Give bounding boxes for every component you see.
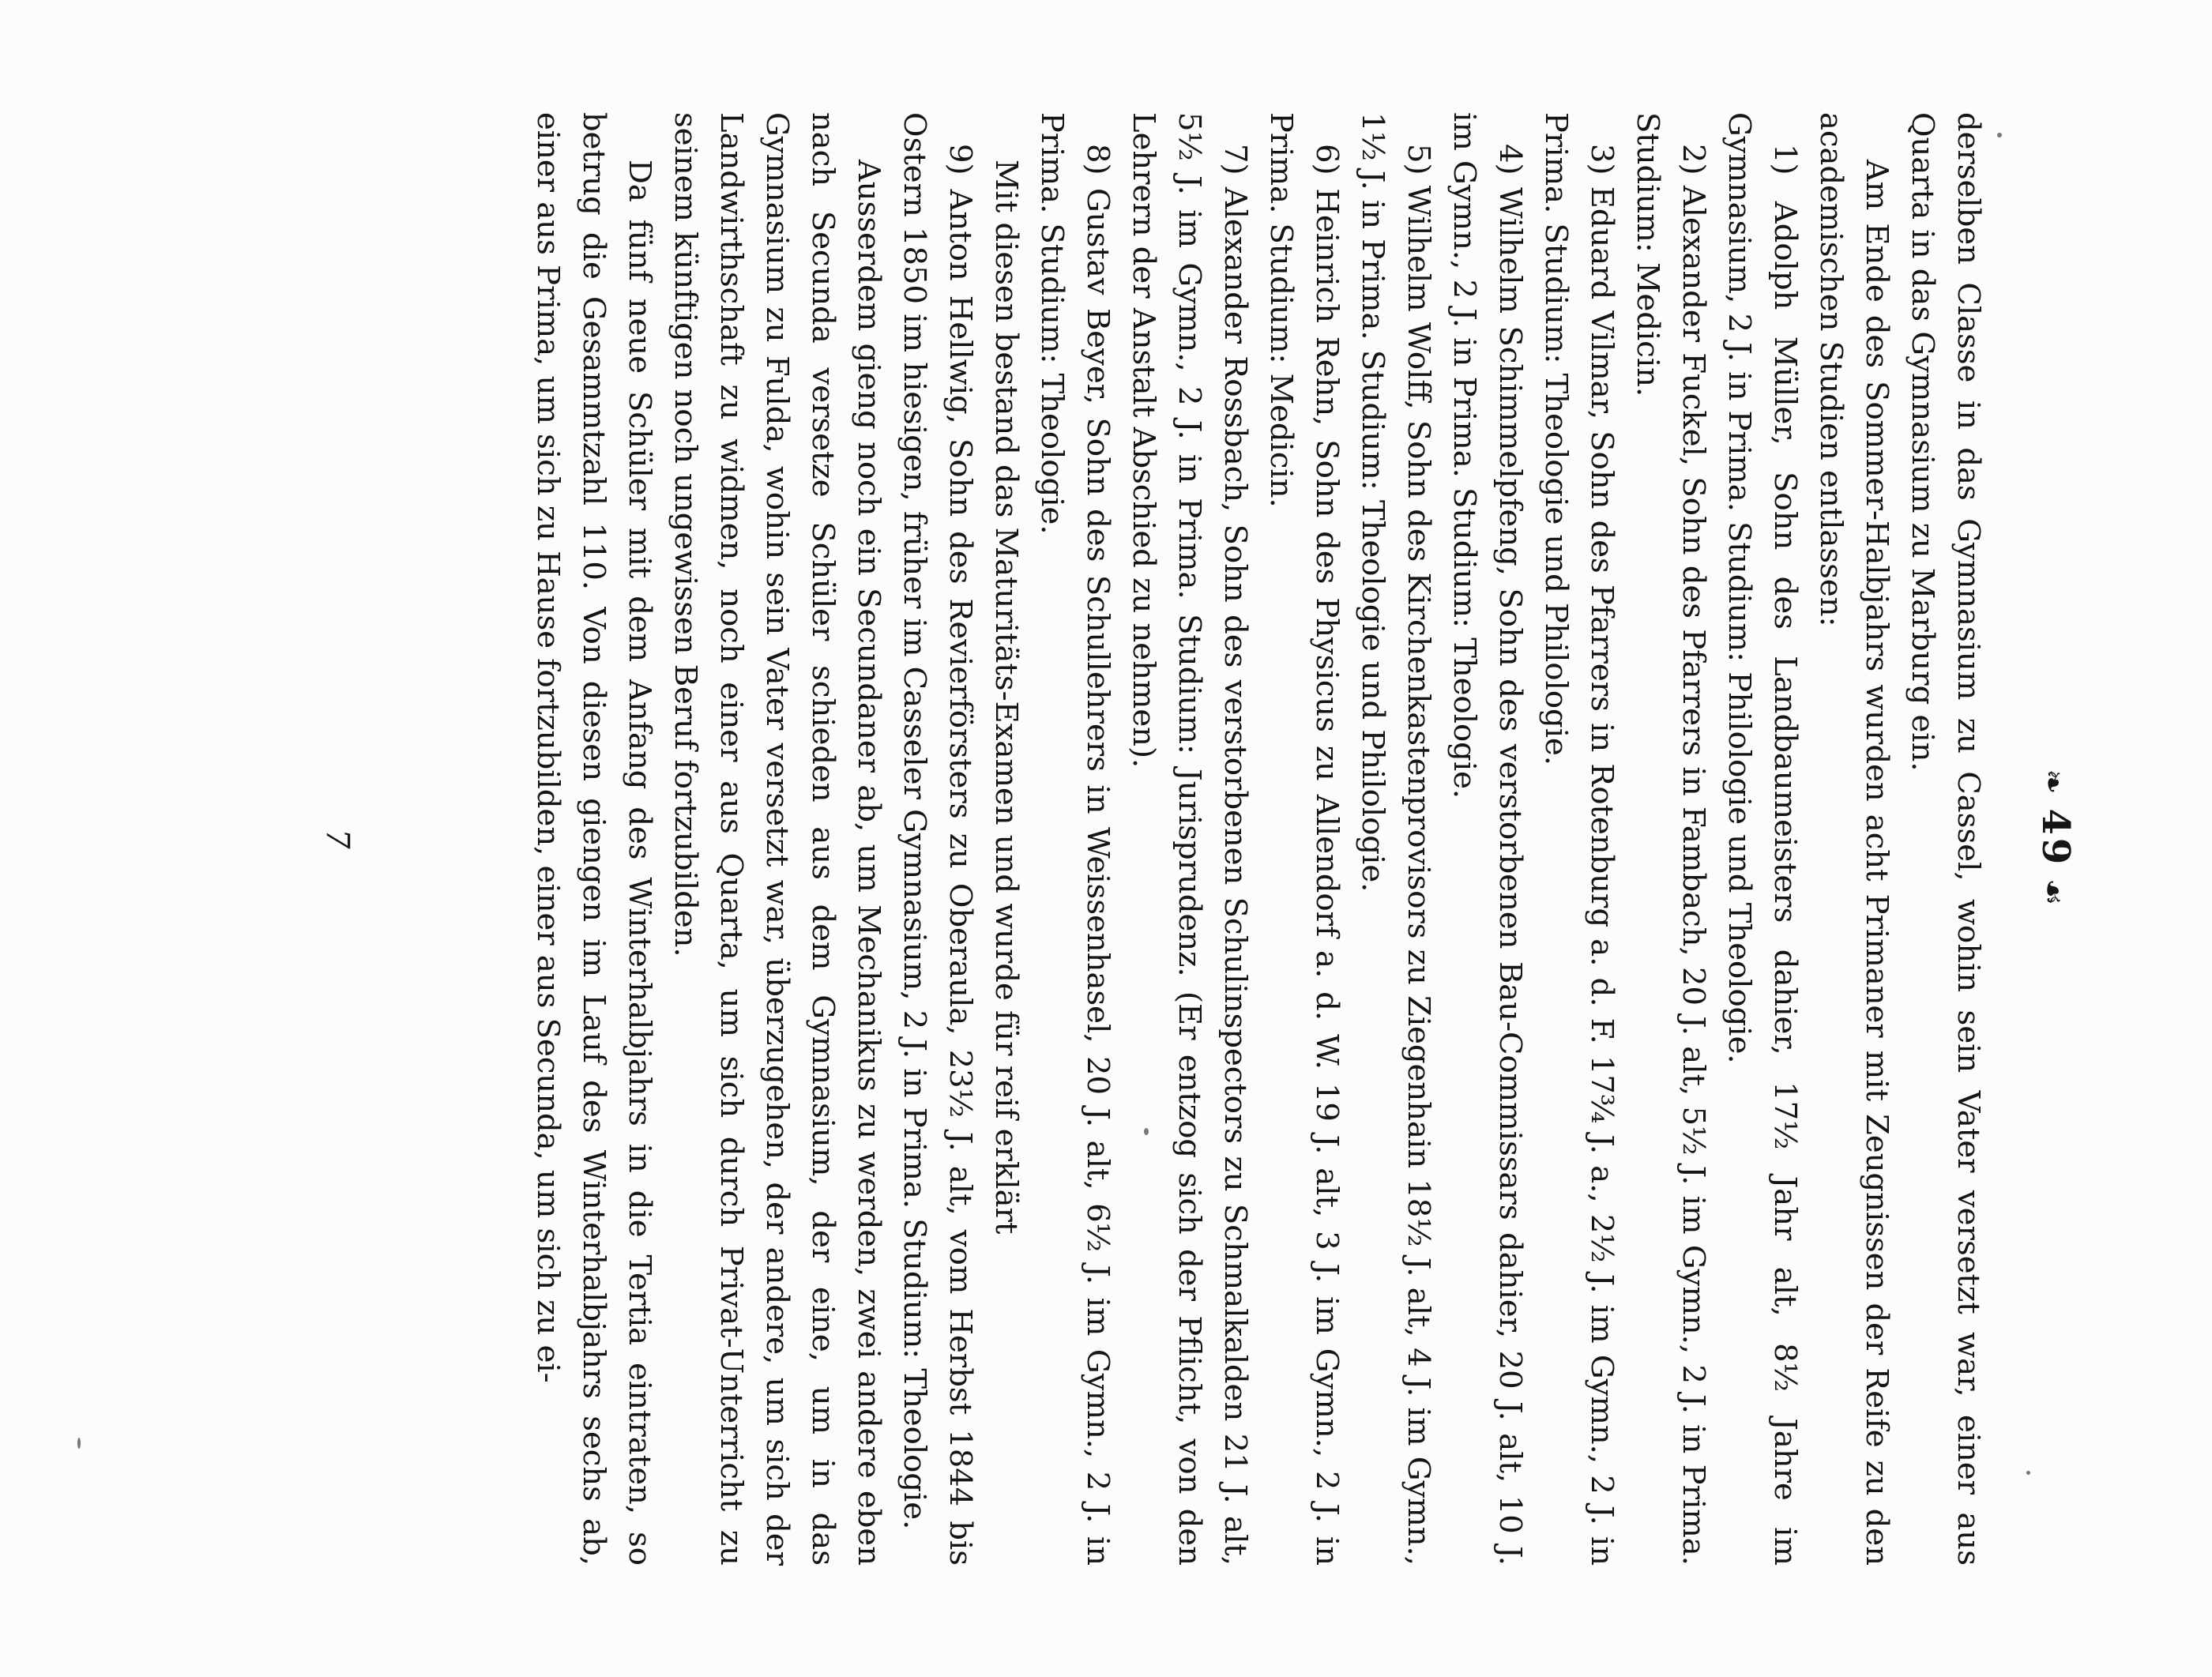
graduate-entry: 8) Gustav Beyer, Sohn des Schullehrers in Weissenhasel, 20 J. alt, 6½ J. im Gymn., 2 J. in Prima. Studium: Theologie. <box>1034 112 1115 1566</box>
graduate-entry: 4) Wilhelm Schimmelpfeng, Sohn des verstorbenen Bau-Commissars dahier, 20 J. alt, 10 J. im Gymn., 2 J. in Prima. Studium: Theologie. <box>1446 112 1528 1566</box>
graduate-entry: 3) Eduard Vilmar, Sohn des Pfarrers in Rotenburg a. d. F. 17¾ J. a., 2½ J. im Gymn., 2 J. in Prima. Studium: Theologie und Philologie. <box>1538 112 1620 1566</box>
page-header <box>2033 65 2078 1613</box>
graduate-entry: 1) Adolph Müller, Sohn des Landbaumeisters dahier, 17½ Jahr alt, 8½ Jahre im Gymnasium, 2 J. in Prima. Studium: Philologie und Theologie. <box>1721 112 1803 1566</box>
left-ornament-icon: ❧ <box>2036 769 2071 798</box>
graduate-entry: 5) Wilhelm Wolff, Sohn des Kirchenkastenprovisors zu Ziegenhain 18½ J. alt, 4 J. im Gymn., 1½ J. in Prima. Studium: Theologie und Philologie. <box>1355 112 1436 1566</box>
graduate-entry: 9) Anton Hellwig, Sohn des Revierförsters zu Oberaula, 23½ J. alt, vom Herbst 1844 bis Ostern 1850 im hiesigen, früher im Casseler Gymnasium, 2 J. in Prima. Studium: Theologie. <box>897 112 978 1566</box>
paragraph: Ausserdem gieng noch ein Secundaner ab, um Mechanikus zu werden, zwei andere eben nach Secunda versetze Schüler schieden aus dem Gymnasium, der eine, um in das Gymnasium zu Fulda, wohin sein Vater versetzt war, überzugehen, der andere, um sich der Landwirthschaft zu widmen, noch einer aus Quarta, um sich durch Privat-Unterricht zu seinem künftigen noch ungewissen Beruf fortzubilden. <box>668 112 886 1566</box>
dust-speck <box>77 1438 81 1449</box>
right-ornament-icon: ☙ <box>2036 878 2071 909</box>
paragraph: Da fünf neue Schüler mit dem Anfang des Winterhalbjahrs in die Tertia eintraten, so betrug die Gesammtzahl 110. Von diesen giengen im Lauf des Winterhalbjahrs sechs ab, einer aus Prima, um sich zu Hause fortzubilden, einer aus Secunda, um sich zu ei- <box>530 112 657 1566</box>
rotated-document-page <box>158 65 2094 1613</box>
page-number: 49 <box>2033 808 2078 868</box>
paragraph: Am Ende des Sommer-Halbjahrs wurden acht Primaner mit Zeugnissen der Reife zu den academischen Studien entlassen: <box>1813 112 1894 1566</box>
paragraph: derselben Classe in das Gymnasium zu Cassel, wohin sein Vater versetzt war, einer aus Quarta in das Gymnasium zu Marburg ein. <box>1905 112 1986 1566</box>
paragraph: Mit diesen bestand das Maturitäts-Examen und wurde für reif erklärt <box>988 160 1024 1235</box>
signature-mark: 7 <box>319 829 356 849</box>
graduate-entry: 2) Alexander Fuckel, Sohn des Pfarrers in Fambach, 20 J. alt, 5½ J. im Gymn., 2 J. in Prima. Studium: Medicin. <box>1630 112 1711 1566</box>
graduate-entry: 6) Heinrich Rehn, Sohn des Physicus zu Allendorf a. d. W. 19 J. alt, 3 J. im Gymn., 2 J. in Prima. Studium: Medicin. <box>1263 112 1345 1566</box>
graduate-entry: 7) Alexander Rossbach, Sohn des verstorbenen Schulinspectors zu Schmalkalden 21 J. alt, 5½ J. im Gymn., 2 J. in Prima. Studium: Jurisprudenz. (Er entzog sich der Pflicht, von den Lehrern der Anstalt Abschied zu nehmen). <box>1126 112 1253 1566</box>
body-text <box>525 112 1991 1566</box>
